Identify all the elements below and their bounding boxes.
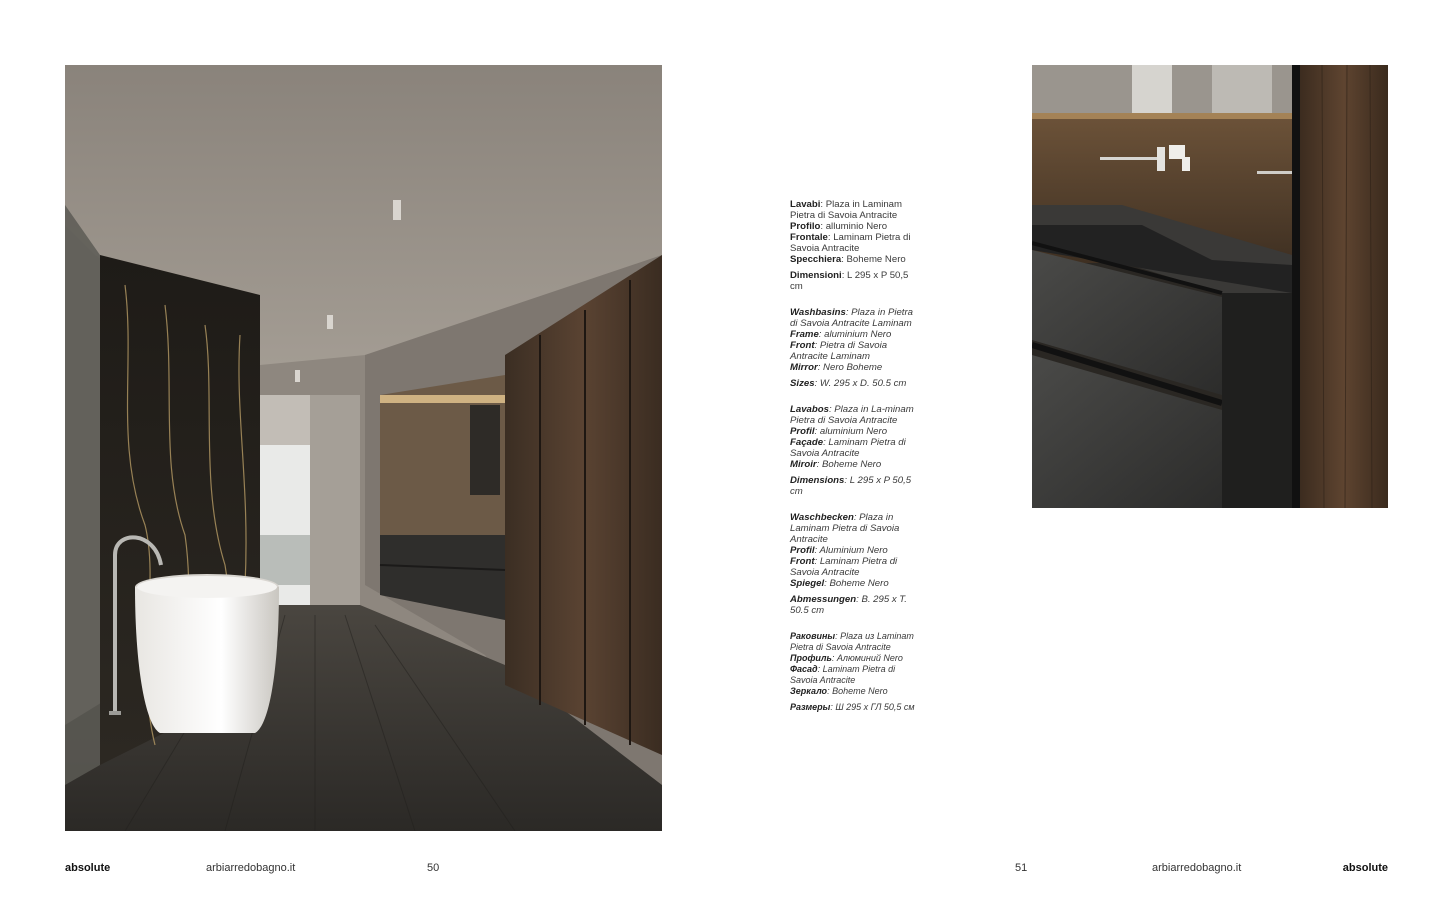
spec-value: : Boheme Nero (816, 459, 882, 470)
spec-value: : Laminam Pietra di Savoia Antracite (790, 232, 911, 254)
spec-label: Frontale (790, 232, 828, 243)
spec-value: : Boheme Nero (827, 686, 888, 696)
spec-block-russian (790, 631, 918, 713)
spec-label: Зеркало (790, 686, 828, 696)
spec-label: Miroir (790, 459, 817, 470)
spec-label: Раковины (790, 631, 836, 641)
spec-value: : Nero Boheme (817, 362, 883, 373)
spec-label: Mirror (790, 362, 818, 373)
footer-right-brand: absolute (1342, 862, 1388, 874)
bathroom-interior-photo (65, 65, 662, 831)
spec-value: : aluminium Nero (814, 426, 888, 437)
spec-label: Lavabi (790, 199, 821, 210)
product-specifications (790, 199, 918, 728)
spec-label: Dimensioni (790, 270, 842, 281)
spec-label: Dimensions (790, 475, 845, 486)
spec-label: Washbasins (790, 307, 846, 318)
footer-right-website: arbiarredobagno.it (1152, 862, 1242, 874)
spec-label: Sizes (790, 378, 815, 389)
spec-value: : Laminam Pietra di Savoia Antracite (790, 556, 898, 578)
spec-value: : Plaza in Laminam Pietra di Savoia Antracite (790, 512, 900, 545)
spec-value: : aluminium Nero (818, 329, 892, 340)
spec-value: : L 295 x P 50,5 cm (790, 270, 909, 292)
spec-value: : alluminio Nero (820, 221, 888, 232)
spec-label: Lavabos (790, 404, 829, 415)
vanity-detail-photo (1032, 65, 1388, 508)
footer-left-website: arbiarredobagno.it (206, 862, 296, 874)
spec-value: : Plaza in Pietra di Savoia Antracite Laminam (790, 307, 914, 329)
spec-value: : Plaza из Laminam Pietra di Savoia Antracite (790, 631, 914, 652)
spec-label: Profil (790, 545, 815, 556)
spec-value: : Алюминий Nero (831, 653, 903, 663)
spec-value: : Aluminium Nero (814, 545, 888, 556)
footer-left-page-number: 50 (427, 862, 440, 874)
footer-left-brand: absolute (65, 862, 111, 874)
spec-label: Frame (790, 329, 819, 340)
spec-label: Профиль (790, 653, 832, 663)
spec-label: Abmessungen (790, 594, 857, 605)
spec-value: : Pietra di Savoia Antracite Laminam (790, 340, 888, 362)
spec-label: Specchiera (790, 254, 842, 265)
spec-label: Façade (790, 437, 824, 448)
spec-value: : W. 295 x D. 50.5 cm (814, 378, 907, 389)
spec-block-english (790, 307, 918, 389)
spec-value: : Boheme Nero (824, 578, 889, 589)
spec-label: Фасад (790, 664, 818, 674)
footer-right-page-number: 51 (1015, 862, 1028, 874)
spec-block-italian (790, 199, 918, 292)
spec-label: Profil (790, 426, 815, 437)
spec-label: Spiegel (790, 578, 825, 589)
spec-value: : Plaza in Laminam Pietra di Savoia Antracite (790, 199, 902, 221)
spec-value: : Laminam Pietra di Savoia Antracite (790, 664, 896, 685)
spec-label: Profilo (790, 221, 821, 232)
spec-value: : B. 295 x T. 50.5 cm (790, 594, 907, 616)
spec-value: : L 295 x P 50,5 cm (790, 475, 912, 497)
spec-value: : Ш 295 х ГЛ 50,5 см (830, 702, 915, 712)
spec-label: Waschbecken (790, 512, 854, 523)
spec-value: : Laminam Pietra di Savoia Antracite (790, 437, 906, 459)
spec-block-french (790, 404, 918, 497)
spec-value: : Plaza in La-minam Pietra di Savoia Antracite (790, 404, 914, 426)
spec-label: Размеры (790, 702, 831, 712)
spec-label: Front (790, 340, 815, 351)
spec-value: : Boheme Nero (841, 254, 906, 265)
spec-label: Front (790, 556, 815, 567)
spec-block-german (790, 512, 918, 616)
